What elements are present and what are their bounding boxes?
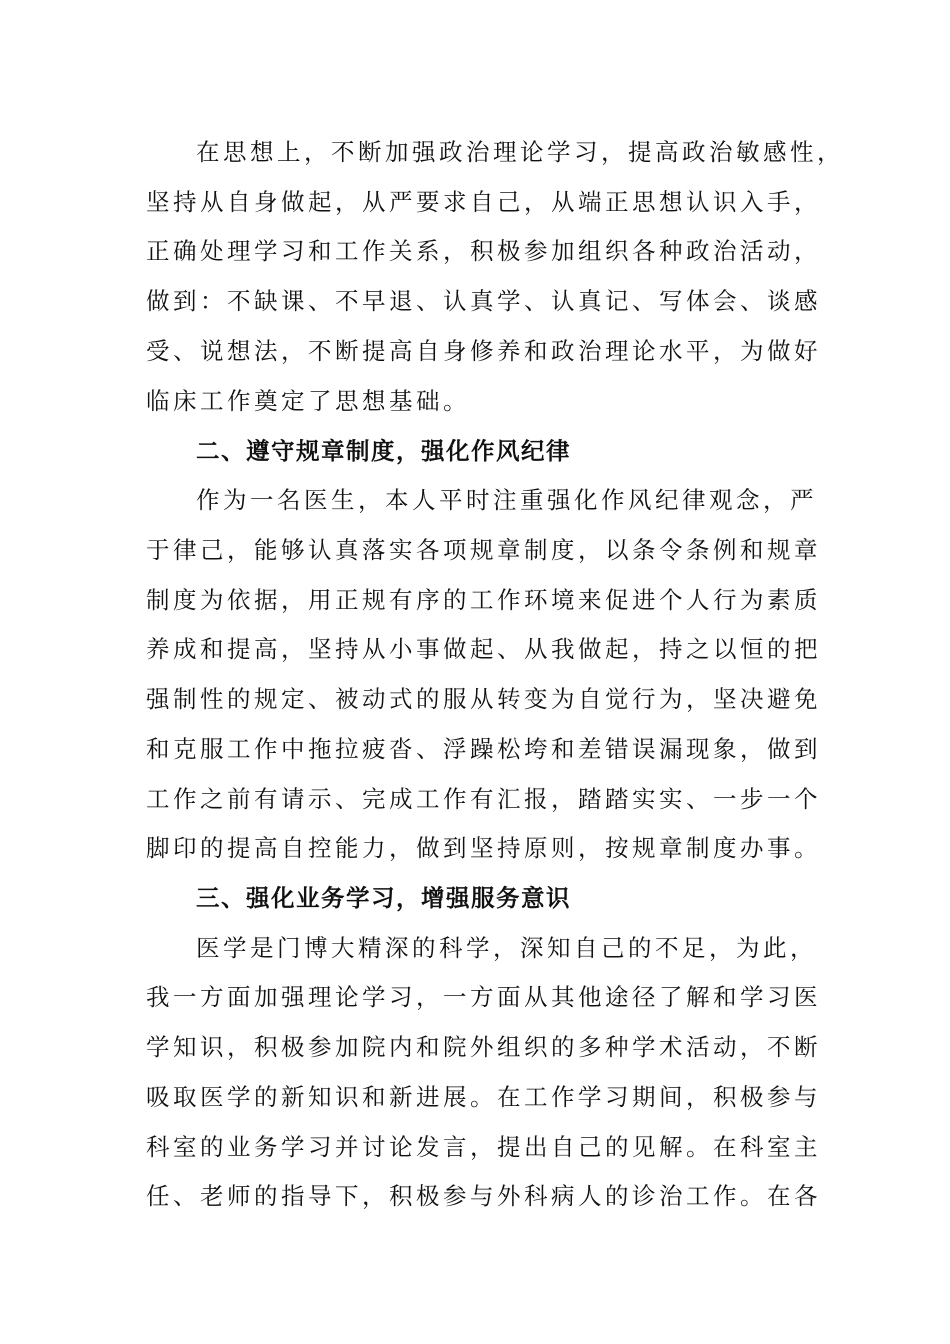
section-heading-2: 二、遵守规章制度，强化作风纪律 [196,437,571,465]
section-heading-3: 三、强化业务学习，增强服务意识 [196,884,571,912]
paragraph-1-line-3: 正确处理学习和工作关系，积极参加组织各种政治活动， [146,237,821,265]
paragraph-1-line-5: 受、说想法，不断提高自身修养和政治理论水平，为做好 [146,337,821,365]
paragraph-2-line-7: 工作之前有请示、完成工作有汇报，踏踏实实、一步一个 [146,785,821,813]
paragraph-1-line-1: 在思想上，不断加强政治理论学习，提高政治敏感性， [196,138,844,166]
paragraph-3-line-2: 我一方面加强理论学习，一方面从其他途径了解和学习医 [146,983,821,1011]
paragraph-3-line-5: 科室的业务学习并讨论发言，提出自己的见解。在科室主 [146,1133,821,1161]
paragraph-2-line-3: 制度为依据，用正规有序的工作环境来促进个人行为素质 [146,586,821,614]
paragraph-2-line-1: 作为一名医生，本人平时注重强化作风纪律观念，严 [196,486,817,514]
paragraph-3-line-4: 吸取医学的新知识和新进展。在工作学习期间，积极参与 [146,1083,821,1111]
paragraph-2-line-6: 和克服工作中拖拉疲沓、浮躁松垮和差错误漏现象，做到 [146,735,821,763]
paragraph-3-line-3: 学知识，积极参加院内和院外组织的多种学术活动，不断 [146,1033,821,1061]
paragraph-3-line-6: 任、老师的指导下，积极参与外科病人的诊治工作。在各 [146,1182,821,1210]
paragraph-1-line-6: 临床工作奠定了思想基础。 [146,387,470,415]
paragraph-2-line-4: 养成和提高，坚持从小事做起、从我做起，持之以恒的把 [146,635,821,663]
paragraph-1-line-4: 做到：不缺课、不早退、认真学、认真记、写体会、谈感 [146,287,821,315]
paragraph-1-line-2: 坚持从自身做起，从严要求自己，从端正思想认识入手， [146,188,821,216]
paragraph-3-line-1: 医学是门博大精深的科学，深知自己的不足，为此， [196,934,817,962]
paragraph-2-line-8: 脚印的提高自控能力，做到坚持原则，按规章制度办事。 [146,834,821,862]
paragraph-2-line-5: 强制性的规定、被动式的服从转变为自觉行为，坚决避免 [146,685,821,713]
paragraph-2-line-2: 于律己，能够认真落实各项规章制度，以条令条例和规章 [146,536,821,564]
